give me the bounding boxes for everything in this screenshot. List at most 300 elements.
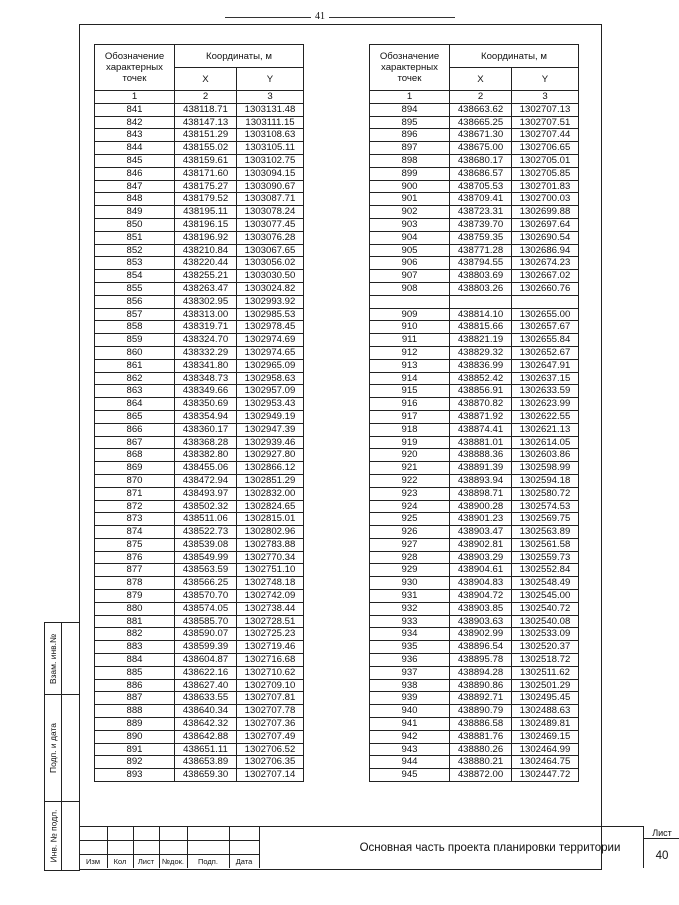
y-coordinate: 1302707.51 (512, 116, 579, 129)
y-coordinate: 1303087.71 (237, 193, 304, 206)
table-row (370, 641, 579, 654)
table-row (370, 129, 579, 142)
top-rule (225, 17, 455, 18)
y-coordinate: 1303131.48 (237, 103, 304, 116)
y-coordinate: 1302770.34 (237, 551, 304, 564)
point-number: 935 (370, 641, 450, 654)
table-row (370, 666, 579, 679)
point-number: 878 (95, 577, 175, 590)
x-coordinate: 438902.81 (450, 538, 512, 551)
y-coordinate: 1302545.00 (512, 590, 579, 603)
title-block (79, 826, 672, 868)
x-coordinate: 438255.21 (175, 270, 237, 283)
x-coordinate: 438870.82 (450, 398, 512, 411)
table-row (370, 679, 579, 692)
x-coordinate: 438903.63 (450, 615, 512, 628)
x-coordinate: 438705.53 (450, 180, 512, 193)
point-number: 902 (370, 206, 450, 219)
x-coordinate: 438665.25 (450, 116, 512, 129)
table-row (95, 372, 304, 385)
point-number: 927 (370, 538, 450, 551)
point-number: 853 (95, 257, 175, 270)
table-row (370, 346, 579, 359)
point-number: 882 (95, 628, 175, 641)
header-designation: Обозначение характерных точек (370, 45, 450, 91)
x-coordinate: 438723.31 (450, 206, 512, 219)
y-coordinate: 1302660.76 (512, 282, 579, 295)
table-row (370, 295, 579, 308)
x-coordinate: 438903.29 (450, 551, 512, 564)
x-coordinate: 438871.92 (450, 410, 512, 423)
point-number: 883 (95, 641, 175, 654)
point-number: 892 (95, 756, 175, 769)
header-x: X (450, 68, 512, 91)
point-number: 843 (95, 129, 175, 142)
document-title: Основная часть проекта планировки территории (359, 842, 621, 854)
table-row (370, 167, 579, 180)
table-body-right (370, 103, 579, 781)
column-number-3: 3 (512, 91, 579, 104)
table-row (370, 462, 579, 475)
y-coordinate: 1302501.29 (512, 679, 579, 692)
point-number: 857 (95, 308, 175, 321)
y-coordinate: 1302824.65 (237, 500, 304, 513)
x-coordinate: 438709.41 (450, 193, 512, 206)
x-coordinate: 438196.92 (175, 231, 237, 244)
column-number-1: 1 (370, 91, 450, 104)
point-number: 850 (95, 218, 175, 231)
y-coordinate: 1302686.94 (512, 244, 579, 257)
point-number: 908 (370, 282, 450, 295)
x-coordinate: 438332.29 (175, 346, 237, 359)
inv-replace-label: Взам. инв.№ (48, 633, 58, 684)
point-number: 933 (370, 615, 450, 628)
table-row (95, 142, 304, 155)
x-coordinate: 438522.73 (175, 526, 237, 539)
y-coordinate: 1303077.45 (237, 218, 304, 231)
x-coordinate: 438585.70 (175, 615, 237, 628)
point-number: 922 (370, 474, 450, 487)
table-row (370, 180, 579, 193)
x-coordinate: 438570.70 (175, 590, 237, 603)
point-number: 849 (95, 206, 175, 219)
y-coordinate: 1302927.80 (237, 449, 304, 462)
column-number-2: 2 (175, 91, 237, 104)
x-coordinate: 438549.99 (175, 551, 237, 564)
table-row (95, 282, 304, 295)
x-coordinate: 438671.30 (450, 129, 512, 142)
table-row (370, 142, 579, 155)
point-number: 880 (95, 602, 175, 615)
x-coordinate: 438903.85 (450, 602, 512, 615)
strip-divider (61, 623, 62, 870)
x-coordinate (450, 295, 512, 308)
y-coordinate: 1302518.72 (512, 654, 579, 667)
table-row (370, 628, 579, 641)
point-number: 844 (95, 142, 175, 155)
y-coordinate: 1302985.53 (237, 308, 304, 321)
y-coordinate: 1302559.73 (512, 551, 579, 564)
y-coordinate: 1302655.84 (512, 334, 579, 347)
table-row (370, 487, 579, 500)
x-coordinate: 438511.06 (175, 513, 237, 526)
point-number: 912 (370, 346, 450, 359)
x-coordinate: 438651.11 (175, 743, 237, 756)
x-coordinate: 438891.39 (450, 462, 512, 475)
table-row (370, 359, 579, 372)
table-row (370, 564, 579, 577)
x-coordinate: 438739.70 (450, 218, 512, 231)
table-row (370, 423, 579, 436)
header-coordinates: Координаты, м (175, 45, 304, 68)
x-coordinate: 438898.71 (450, 487, 512, 500)
stamp-label-kol: Кол (113, 857, 127, 866)
y-coordinate: 1302488.63 (512, 705, 579, 718)
table-row (370, 602, 579, 615)
x-coordinate: 438803.26 (450, 282, 512, 295)
table-row (370, 615, 579, 628)
x-coordinate: 438856.91 (450, 385, 512, 398)
x-coordinate: 438354.94 (175, 410, 237, 423)
table-row (95, 410, 304, 423)
x-coordinate: 438904.61 (450, 564, 512, 577)
margin-signature-strip (44, 622, 80, 871)
y-coordinate: 1302489.81 (512, 718, 579, 731)
table-row (95, 641, 304, 654)
y-coordinate: 1302707.78 (237, 705, 304, 718)
x-coordinate: 438904.83 (450, 577, 512, 590)
point-number: 845 (95, 154, 175, 167)
page-number: 41 (311, 11, 329, 22)
stamp-label-izm: Изм (86, 857, 100, 866)
table-row (95, 654, 304, 667)
y-coordinate: 1302511.62 (512, 666, 579, 679)
table-row (95, 244, 304, 257)
table-row (95, 513, 304, 526)
y-coordinate: 1302569.75 (512, 513, 579, 526)
inv-orig-cell (45, 802, 61, 870)
y-coordinate: 1302751.10 (237, 564, 304, 577)
sheet-label: Лист (652, 828, 672, 838)
y-coordinate (512, 295, 579, 308)
inv-replace-cell (45, 623, 61, 694)
point-number: 915 (370, 385, 450, 398)
x-coordinate: 438852.42 (450, 372, 512, 385)
x-coordinate: 438220.44 (175, 257, 237, 270)
point-number: 860 (95, 346, 175, 359)
y-coordinate: 1302738.44 (237, 602, 304, 615)
y-coordinate: 1302705.01 (512, 154, 579, 167)
y-coordinate: 1302707.81 (237, 692, 304, 705)
y-coordinate: 1302953.43 (237, 398, 304, 411)
table-row (370, 385, 579, 398)
y-coordinate: 1302464.75 (512, 756, 579, 769)
stamp-label-podp: Подп. (198, 857, 218, 866)
point-number: 861 (95, 359, 175, 372)
y-coordinate: 1302957.09 (237, 385, 304, 398)
stamp-rule (79, 826, 643, 827)
table-row (370, 154, 579, 167)
point-number: 876 (95, 551, 175, 564)
point-number: 852 (95, 244, 175, 257)
table-row (370, 590, 579, 603)
x-coordinate: 438821.19 (450, 334, 512, 347)
x-coordinate: 438151.29 (175, 129, 237, 142)
point-number: 911 (370, 334, 450, 347)
point-number: 879 (95, 590, 175, 603)
y-coordinate: 1302580.72 (512, 487, 579, 500)
y-coordinate: 1303105.11 (237, 142, 304, 155)
point-number: 865 (95, 410, 175, 423)
x-coordinate: 438493.97 (175, 487, 237, 500)
point-number: 919 (370, 436, 450, 449)
table-row (95, 526, 304, 539)
table-row (370, 218, 579, 231)
x-coordinate: 438563.59 (175, 564, 237, 577)
table-row (370, 308, 579, 321)
y-coordinate: 1302705.85 (512, 167, 579, 180)
point-number: 943 (370, 743, 450, 756)
point-number: 909 (370, 308, 450, 321)
table-row (95, 577, 304, 590)
y-coordinate: 1302552.84 (512, 564, 579, 577)
y-coordinate: 1302697.64 (512, 218, 579, 231)
table-row (95, 538, 304, 551)
point-number: 916 (370, 398, 450, 411)
y-coordinate: 1302622.55 (512, 410, 579, 423)
sign-date-label: Подп. и дата (48, 722, 59, 774)
y-coordinate: 1302710.62 (237, 666, 304, 679)
x-coordinate: 438803.69 (450, 270, 512, 283)
y-coordinate: 1302783.88 (237, 538, 304, 551)
point-number: 847 (95, 180, 175, 193)
table-row (95, 705, 304, 718)
table-row (95, 129, 304, 142)
x-coordinate: 438627.40 (175, 679, 237, 692)
y-coordinate: 1302949.19 (237, 410, 304, 423)
x-coordinate: 438368.28 (175, 436, 237, 449)
table-row (95, 474, 304, 487)
point-number: 903 (370, 218, 450, 231)
table-row (370, 526, 579, 539)
point-number: 890 (95, 730, 175, 743)
x-coordinate: 438675.00 (450, 142, 512, 155)
point-number: 866 (95, 423, 175, 436)
x-coordinate: 438382.80 (175, 449, 237, 462)
point-number: 854 (95, 270, 175, 283)
x-coordinate: 438680.17 (450, 154, 512, 167)
point-number: 894 (370, 103, 450, 116)
header-designation: Обозначение характерных точек (95, 45, 175, 91)
table-row (370, 513, 579, 526)
point-number: 939 (370, 692, 450, 705)
point-number: 917 (370, 410, 450, 423)
y-coordinate: 1302633.59 (512, 385, 579, 398)
x-coordinate: 438900.28 (450, 500, 512, 513)
x-coordinate: 438896.54 (450, 641, 512, 654)
x-coordinate: 438640.34 (175, 705, 237, 718)
y-coordinate: 1302707.44 (512, 129, 579, 142)
point-number: 932 (370, 602, 450, 615)
x-coordinate: 438210.84 (175, 244, 237, 257)
y-coordinate: 1302706.52 (237, 743, 304, 756)
point-number: 859 (95, 334, 175, 347)
point-number: 884 (95, 654, 175, 667)
stamp-rule (79, 854, 259, 855)
y-coordinate: 1302495.45 (512, 692, 579, 705)
table-row (370, 103, 579, 116)
y-coordinate: 1302594.18 (512, 474, 579, 487)
y-coordinate: 1302707.49 (237, 730, 304, 743)
x-coordinate: 438175.27 (175, 180, 237, 193)
y-coordinate: 1302748.18 (237, 577, 304, 590)
point-number: 871 (95, 487, 175, 500)
y-coordinate: 1302706.35 (237, 756, 304, 769)
x-coordinate: 438890.79 (450, 705, 512, 718)
x-coordinate: 438903.47 (450, 526, 512, 539)
y-coordinate: 1302603.86 (512, 449, 579, 462)
table-row (95, 154, 304, 167)
x-coordinate: 438590.07 (175, 628, 237, 641)
x-coordinate: 438881.76 (450, 730, 512, 743)
point-number: 846 (95, 167, 175, 180)
point-number: 867 (95, 436, 175, 449)
table-row (370, 244, 579, 257)
y-coordinate: 1302574.53 (512, 500, 579, 513)
y-coordinate: 1302598.99 (512, 462, 579, 475)
x-coordinate: 438874.41 (450, 423, 512, 436)
x-coordinate: 438171.60 (175, 167, 237, 180)
table-row (370, 705, 579, 718)
point-number: 862 (95, 372, 175, 385)
y-coordinate: 1302447.72 (512, 769, 579, 782)
header-coordinates: Координаты, м (450, 45, 579, 68)
table-row (370, 231, 579, 244)
table-row (95, 231, 304, 244)
stamp-rule (643, 838, 679, 839)
x-coordinate: 438880.26 (450, 743, 512, 756)
x-coordinate: 438892.71 (450, 692, 512, 705)
point-number: 918 (370, 423, 450, 436)
table-row (95, 346, 304, 359)
point-number: 929 (370, 564, 450, 577)
point-number: 893 (95, 769, 175, 782)
y-coordinate: 1302540.08 (512, 615, 579, 628)
x-coordinate: 438881.01 (450, 436, 512, 449)
table-row (95, 321, 304, 334)
y-coordinate: 1302707.14 (237, 769, 304, 782)
y-coordinate: 1302709.10 (237, 679, 304, 692)
x-coordinate: 438902.99 (450, 628, 512, 641)
table-row (95, 398, 304, 411)
x-coordinate: 438350.69 (175, 398, 237, 411)
y-coordinate: 1302719.46 (237, 641, 304, 654)
y-coordinate: 1302978.45 (237, 321, 304, 334)
x-coordinate: 438872.00 (450, 769, 512, 782)
x-coordinate: 438893.94 (450, 474, 512, 487)
table-row (370, 270, 579, 283)
y-coordinate: 1302974.69 (237, 334, 304, 347)
y-coordinate: 1302965.09 (237, 359, 304, 372)
x-coordinate: 438179.52 (175, 193, 237, 206)
column-number-2: 2 (450, 91, 512, 104)
point-number: 901 (370, 193, 450, 206)
x-coordinate: 438319.71 (175, 321, 237, 334)
x-coordinate: 438502.32 (175, 500, 237, 513)
x-coordinate: 438566.25 (175, 577, 237, 590)
stamp-col-line (643, 826, 644, 868)
point-number: 872 (95, 500, 175, 513)
y-coordinate: 1302707.36 (237, 718, 304, 731)
point-number: 920 (370, 449, 450, 462)
y-coordinate: 1302563.89 (512, 526, 579, 539)
table-row (95, 218, 304, 231)
point-number: 841 (95, 103, 175, 116)
table-row (95, 167, 304, 180)
x-coordinate: 438599.39 (175, 641, 237, 654)
point-number: 869 (95, 462, 175, 475)
table-row (370, 769, 579, 782)
y-coordinate: 1303030.50 (237, 270, 304, 283)
table-row (95, 206, 304, 219)
table-row (95, 423, 304, 436)
point-number: 921 (370, 462, 450, 475)
table-row (95, 628, 304, 641)
table-row (95, 103, 304, 116)
table-row (370, 692, 579, 705)
y-coordinate: 1302647.91 (512, 359, 579, 372)
point-number: 925 (370, 513, 450, 526)
y-coordinate: 1302802.96 (237, 526, 304, 539)
table-row (370, 372, 579, 385)
table-row (95, 449, 304, 462)
table-row (95, 692, 304, 705)
point-number: 842 (95, 116, 175, 129)
point-number: 926 (370, 526, 450, 539)
y-coordinate: 1302832.00 (237, 487, 304, 500)
point-number: 944 (370, 756, 450, 769)
y-coordinate: 1302637.15 (512, 372, 579, 385)
x-coordinate: 438539.08 (175, 538, 237, 551)
x-coordinate: 438880.21 (450, 756, 512, 769)
point-number: 891 (95, 743, 175, 756)
stamp-rule (79, 840, 259, 841)
point-number: 924 (370, 500, 450, 513)
point-number: 863 (95, 385, 175, 398)
point-number: 873 (95, 513, 175, 526)
table-row (95, 718, 304, 731)
x-coordinate: 438642.88 (175, 730, 237, 743)
coordinates-table-right (369, 44, 579, 782)
point-number: 868 (95, 449, 175, 462)
y-coordinate: 1302520.37 (512, 641, 579, 654)
point-number: 888 (95, 705, 175, 718)
y-coordinate: 1303056.02 (237, 257, 304, 270)
x-coordinate: 438901.23 (450, 513, 512, 526)
y-coordinate: 1302958.63 (237, 372, 304, 385)
x-coordinate: 438622.16 (175, 666, 237, 679)
table-row (95, 679, 304, 692)
y-coordinate: 1302716.68 (237, 654, 304, 667)
y-coordinate: 1303111.15 (237, 116, 304, 129)
y-coordinate: 1302866.12 (237, 462, 304, 475)
table-row (370, 436, 579, 449)
table-row (95, 436, 304, 449)
y-coordinate: 1302993.92 (237, 295, 304, 308)
y-coordinate: 1303024.82 (237, 282, 304, 295)
x-coordinate: 438886.58 (450, 718, 512, 731)
x-coordinate: 438302.95 (175, 295, 237, 308)
